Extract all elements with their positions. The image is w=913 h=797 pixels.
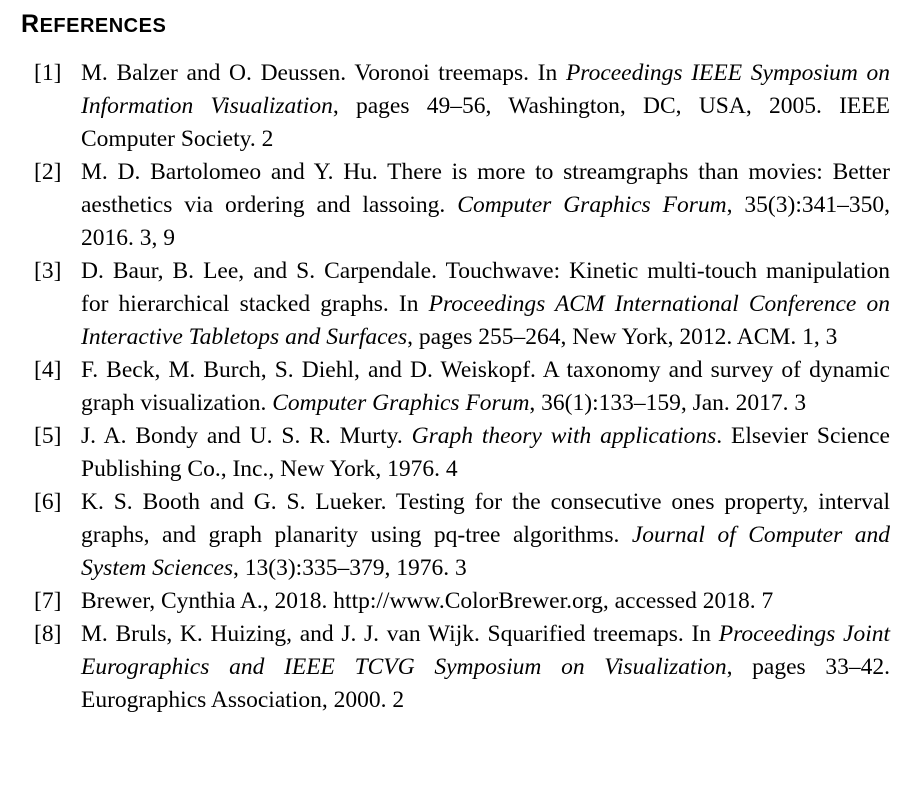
reference-segment: , pages 33–42. Eurographics Association, 2000. 2	[81, 654, 890, 713]
reference-venue: Computer Graphics Forum	[457, 192, 727, 218]
reference-number: [2]	[34, 159, 62, 185]
reference-item	[0, 420, 913, 486]
reference-text	[81, 159, 890, 251]
reference-number: [5]	[34, 423, 62, 449]
reference-text	[81, 489, 890, 581]
reference-item	[0, 486, 913, 585]
reference-number: [1]	[34, 60, 62, 86]
reference-number: [7]	[34, 588, 62, 614]
reference-venue: Journal of Computer and System Sciences	[81, 522, 890, 581]
reference-text	[81, 258, 890, 350]
reference-segment: , pages 255–264, New York, 2012. ACM. 1, 3	[407, 324, 838, 350]
reference-segment: F. Beck, M. Burch, S. Diehl, and D. Weiskopf. A taxonomy and survey of dynamic graph visualization.	[81, 357, 890, 416]
reference-item	[0, 585, 913, 618]
reference-number: [4]	[34, 357, 62, 383]
reference-segment: , 35(3):341–350, 2016. 3, 9	[81, 192, 890, 251]
reference-venue: Proceedings Joint Eurographics and IEEE TCVG Symposium on Visualization	[81, 621, 890, 680]
reference-item	[0, 354, 913, 420]
reference-segment: D. Baur, B. Lee, and S. Carpendale. Touchwave: Kinetic multi-touch manipulation for hierarchical stacked graphs. In	[81, 258, 890, 317]
reference-venue: Computer Graphics Forum	[272, 390, 530, 416]
reference-text	[81, 621, 890, 713]
reference-text	[81, 423, 890, 482]
reference-segment: K. S. Booth and G. S. Lueker. Testing for the consecutive ones property, interval graphs, and graph planarity using pq-tree algorithms.	[81, 489, 890, 548]
reference-item	[0, 57, 913, 156]
reference-text	[81, 588, 773, 614]
reference-item	[0, 618, 913, 717]
reference-segment: Brewer, Cynthia A., 2018. http://www.ColorBrewer.org, accessed 2018. 7	[81, 588, 774, 614]
reference-segment: . Elsevier Science Publishing Co., Inc., New York, 1976. 4	[81, 423, 890, 482]
reference-segment: , pages 49–56, Washington, DC, USA, 2005. IEEE Computer Society. 2	[81, 93, 890, 152]
section-heading: REFERENCES	[21, 10, 167, 38]
reference-text	[81, 357, 890, 416]
reference-number: [6]	[34, 489, 62, 515]
reference-segment: J. A. Bondy and U. S. R. Murty.	[81, 423, 412, 449]
reference-segment: M. Balzer and O. Deussen. Voronoi treemaps. In	[81, 60, 566, 86]
reference-item	[0, 156, 913, 255]
reference-text	[81, 60, 890, 152]
reference-segment: , 36(1):133–159, Jan. 2017. 3	[529, 390, 807, 416]
reference-item	[0, 255, 913, 354]
reference-venue: Proceedings IEEE Symposium on Information Visualization	[81, 60, 891, 119]
reference-number: [3]	[34, 258, 62, 284]
reference-list	[0, 57, 913, 717]
reference-segment: M. Bruls, K. Huizing, and J. J. van Wijk. Squarified treemaps. In	[81, 621, 719, 647]
reference-segment: , 13(3):335–379, 1976. 3	[233, 555, 467, 581]
reference-number: [8]	[34, 621, 62, 647]
reference-venue: Proceedings ACM International Conference on Interactive Tabletops and Surfaces	[81, 291, 890, 350]
reference-segment: M. D. Bartolomeo and Y. Hu. There is more to streamgraphs than movies: Better aesthetics via ordering and lassoing.	[81, 159, 890, 218]
reference-venue: Graph theory with applications	[411, 423, 717, 449]
